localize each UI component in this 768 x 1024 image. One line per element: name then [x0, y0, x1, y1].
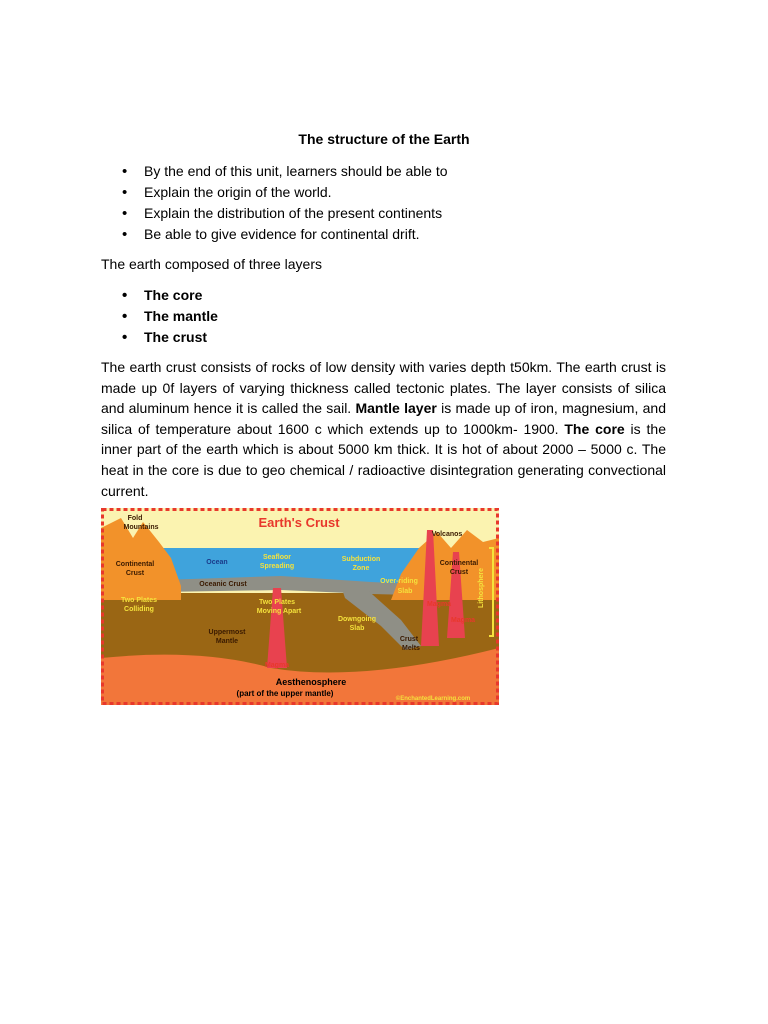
label-credit: ©EnchantedLearning.com [395, 696, 471, 702]
label-lithosphere: Lithosphere [478, 567, 485, 609]
label-moving-apart: Moving Apart [256, 608, 302, 615]
label-magma-right-2: Magma [450, 617, 476, 624]
label-magma-right: Magma [426, 601, 452, 608]
diagram-title: Earth's Crust [258, 515, 340, 530]
label-fold: Fold [127, 515, 143, 522]
label-crust-left: Crust [125, 570, 145, 577]
earth-crust-diagram [101, 508, 499, 705]
objective-item: • Be able to give evidence for continental drift. [122, 224, 448, 245]
label-mantle: Mantle [215, 638, 239, 645]
label-over-riding: Over-riding [380, 578, 418, 585]
mantle-layer-term: Mantle layer [355, 400, 437, 417]
layer-item: • The mantle [122, 306, 218, 327]
paragraph-text: is made up of iron, magnesium, and silica of temperature about 1600 c which extends up to 1000km- 1900. [101, 400, 666, 437]
objective-item: • Explain the origin of the world. [122, 182, 448, 203]
label-downgoing: Downgoing [337, 616, 377, 623]
label-ocean: Ocean [206, 559, 228, 566]
label-volcanos: Volcanos [431, 531, 463, 538]
objectives-list [122, 161, 448, 245]
label-magma-center: Magma [264, 662, 290, 669]
label-two-plates-left: Two Plates [120, 597, 158, 604]
layers-list [122, 285, 218, 348]
label-crust-melts: Crust [399, 636, 419, 643]
label-melts: Melts [402, 645, 420, 652]
paragraph-text: The earth crust consists of rocks of low density with varies depth t50km. The earth crust is made up 0f layers of varying thickness called tectonic plates. The layer consists of silica and aluminum hence it is called the sail. [101, 359, 666, 417]
label-continental-right: Continental [439, 560, 479, 567]
label-oceanic-crust: Oceanic Crust [199, 581, 247, 588]
label-two-plates-center: Two Plates [258, 599, 296, 606]
label-crust-right: Crust [449, 569, 469, 576]
page-title: The structure of the Earth [298, 131, 470, 147]
paragraph-text: is the inner part of the earth which is about 5000 km thick. It is hot of about 2000 – 5000 c. The heat in the core is due to geo chemical / radioactive disintegration generating convectional current. [101, 420, 666, 499]
label-asthenosphere: Aesthenosphere [275, 677, 347, 687]
label-slab: Slab [397, 588, 413, 595]
label-subduction: Subduction [341, 556, 381, 563]
label-continental-left: Continental [115, 561, 155, 568]
label-uppermost: Uppermost [208, 629, 246, 636]
intro-text: The earth composed of three layers [101, 256, 323, 272]
label-spreading: Spreading [259, 563, 295, 570]
label-seafloor: Seafloor [262, 554, 292, 561]
objective-item: • Explain the distribution of the present continents [122, 203, 448, 224]
label-upper-mantle: (part of the upper mantle) [236, 689, 334, 698]
layer-item: • The crust [122, 327, 218, 348]
label-mountains: Mountains [123, 524, 159, 531]
label-zone: Zone [352, 565, 370, 572]
body-paragraph [101, 357, 666, 501]
layer-item: • The core [122, 285, 218, 306]
core-term: The core [564, 420, 625, 437]
label-colliding: Colliding [124, 606, 154, 613]
objective-item: • By the end of this unit, learners should be able to [122, 161, 448, 182]
label-downgoing-slab: Slab [349, 625, 365, 632]
